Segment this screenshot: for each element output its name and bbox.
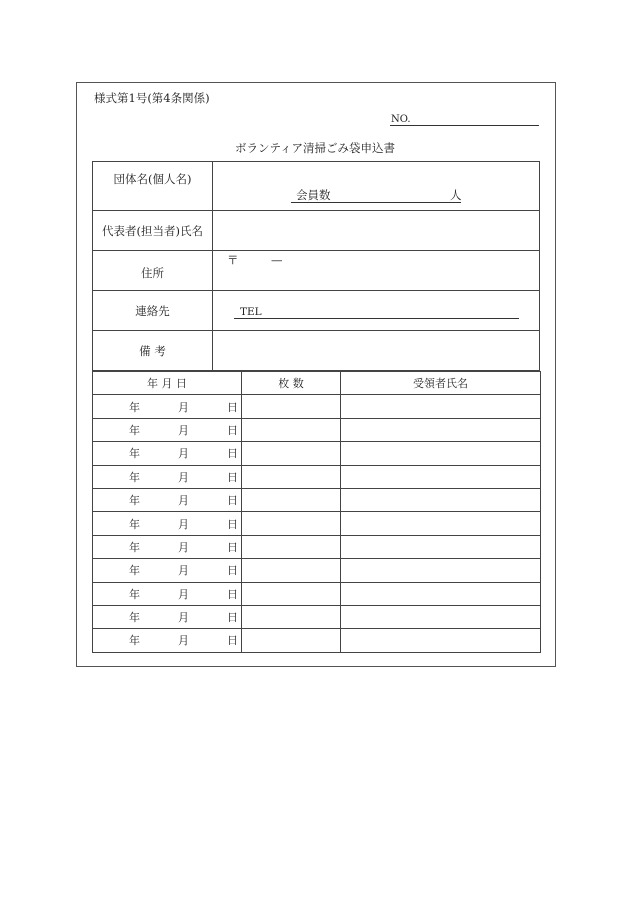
applicant-info-table (92, 161, 540, 371)
member-count-field[interactable] (291, 202, 461, 203)
date-month-unit: 月 (178, 470, 189, 484)
quantity-cell[interactable] (242, 629, 341, 652)
log-row (93, 442, 541, 465)
date-month-unit: 月 (178, 423, 189, 437)
date-day-unit: 日 (227, 423, 238, 437)
date-cell[interactable] (93, 605, 242, 628)
date-cell[interactable] (93, 512, 242, 535)
group-name-field[interactable] (213, 162, 540, 211)
tel-field[interactable] (234, 318, 519, 319)
date-month-unit: 月 (178, 447, 189, 461)
date-cell[interactable] (93, 488, 242, 511)
date-cell[interactable] (93, 442, 242, 465)
date-year-unit: 年 (129, 587, 140, 601)
quantity-cell[interactable] (242, 535, 341, 558)
distribution-log-table (92, 371, 541, 653)
quantity-cell[interactable] (242, 418, 341, 441)
log-row (93, 465, 541, 488)
date-month-unit: 月 (178, 564, 189, 578)
date-year-unit: 年 (129, 447, 140, 461)
postal-mark: 〒 (227, 253, 239, 267)
date-day-unit: 日 (227, 587, 238, 601)
quantity-cell[interactable] (242, 465, 341, 488)
date-year-unit: 年 (129, 423, 140, 437)
date-month-unit: 月 (178, 517, 189, 531)
date-day-unit: 日 (227, 400, 238, 414)
contact-field[interactable] (213, 291, 540, 331)
date-day-unit: 日 (227, 634, 238, 648)
date-year-unit: 年 (129, 400, 140, 414)
group-name-label: 団体名(個人名) (93, 162, 213, 211)
member-count-unit: 人 (450, 188, 462, 202)
date-year-unit: 年 (129, 470, 140, 484)
date-cell[interactable] (93, 629, 242, 652)
date-month-unit: 月 (178, 587, 189, 601)
quantity-header: 枚 数 (242, 372, 341, 395)
contact-label: 連絡先 (93, 291, 213, 331)
recipient-cell[interactable] (341, 629, 541, 652)
date-year-unit: 年 (129, 564, 140, 578)
representative-field[interactable] (213, 211, 540, 251)
log-row (93, 395, 541, 418)
quantity-cell[interactable] (242, 442, 341, 465)
date-year-unit: 年 (129, 540, 140, 554)
log-body (93, 395, 541, 652)
recipient-cell[interactable] (341, 442, 541, 465)
form-title: ボランティア清掃ごみ袋申込書 (234, 141, 396, 155)
date-day-unit: 日 (227, 494, 238, 508)
form-number: 様式第1号(第4条関係) (94, 91, 210, 105)
quantity-cell[interactable] (242, 605, 341, 628)
quantity-cell[interactable] (242, 582, 341, 605)
recipient-cell[interactable] (341, 465, 541, 488)
recipient-cell[interactable] (341, 395, 541, 418)
date-cell[interactable] (93, 395, 242, 418)
recipient-cell[interactable] (341, 535, 541, 558)
date-month-unit: 月 (178, 540, 189, 554)
date-year-unit: 年 (129, 634, 140, 648)
log-row (93, 535, 541, 558)
date-cell[interactable] (93, 582, 242, 605)
date-month-unit: 月 (178, 400, 189, 414)
recipient-cell[interactable] (341, 512, 541, 535)
date-cell[interactable] (93, 535, 242, 558)
no-field[interactable] (390, 125, 539, 126)
representative-label: 代表者(担当者)氏名 (93, 211, 213, 251)
date-day-unit: 日 (227, 611, 238, 625)
date-day-unit: 日 (227, 447, 238, 461)
quantity-cell[interactable] (242, 488, 341, 511)
no-label: NO. (391, 114, 411, 125)
date-day-unit: 日 (227, 540, 238, 554)
recipient-header: 受領者氏名 (341, 372, 541, 395)
date-day-unit: 日 (227, 564, 238, 578)
remarks-field[interactable] (213, 331, 540, 371)
date-year-unit: 年 (129, 517, 140, 531)
date-day-unit: 日 (227, 470, 238, 484)
date-month-unit: 月 (178, 634, 189, 648)
date-month-unit: 月 (178, 494, 189, 508)
date-header: 年 月 日 (93, 372, 242, 395)
quantity-cell[interactable] (242, 512, 341, 535)
date-cell[interactable] (93, 418, 242, 441)
log-header-row (93, 372, 541, 395)
log-row (93, 512, 541, 535)
quantity-cell[interactable] (242, 559, 341, 582)
member-count-label: 会員数 (296, 188, 331, 202)
date-cell[interactable] (93, 465, 242, 488)
date-month-unit: 月 (178, 611, 189, 625)
recipient-cell[interactable] (341, 559, 541, 582)
tel-label: TEL (240, 306, 262, 318)
recipient-cell[interactable] (341, 488, 541, 511)
recipient-cell[interactable] (341, 605, 541, 628)
date-year-unit: 年 (129, 494, 140, 508)
recipient-cell[interactable] (341, 582, 541, 605)
date-year-unit: 年 (129, 611, 140, 625)
address-label: 住所 (93, 251, 213, 291)
quantity-cell[interactable] (242, 395, 341, 418)
postal-dash: — (271, 253, 283, 267)
log-row (93, 488, 541, 511)
recipient-cell[interactable] (341, 418, 541, 441)
log-row (93, 418, 541, 441)
log-row (93, 605, 541, 628)
log-row (93, 629, 541, 652)
address-field[interactable] (213, 251, 540, 291)
log-row (93, 559, 541, 582)
date-day-unit: 日 (227, 517, 238, 531)
date-cell[interactable] (93, 559, 242, 582)
log-row (93, 582, 541, 605)
remarks-label: 備 考 (93, 331, 213, 371)
